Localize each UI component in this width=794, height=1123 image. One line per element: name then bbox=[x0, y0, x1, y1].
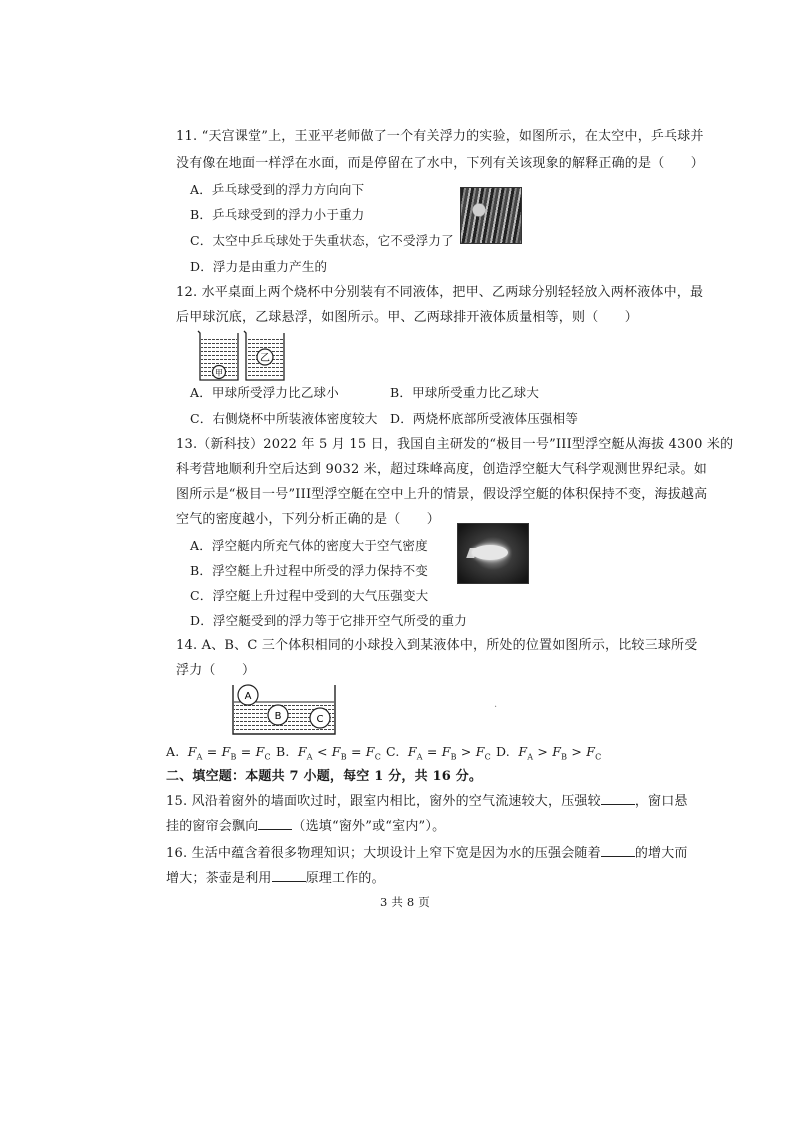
q13-line1: 13.（新科技）2022 年 5 月 15 日，我国自主研发的“极目一号”III型浮空艇从海拔 4300 米的 bbox=[176, 437, 734, 452]
q14-option-b: B. $F_A < F_B = F_C$ bbox=[276, 744, 382, 762]
q11-line2: 没有像在地面一样浮在水面，而是停留在了水中，下列有关该现象的解释正确的是（ ） bbox=[176, 156, 705, 171]
q13-line3: 图所示是“极目一号”III型浮空艇在空中上升的情景，假设浮空艇的体积保持不变，海拔越高 bbox=[176, 487, 708, 502]
q13-option-a: A．浮空艇内所充气体的密度大于空气密度 bbox=[190, 538, 428, 553]
q13-option-c: C．浮空艇上升过程中受到的大气压强变大 bbox=[190, 588, 429, 603]
q14-option-d: D. $F_A > F_B > F_C$ bbox=[496, 744, 602, 762]
ball-b-label: B bbox=[274, 711, 282, 722]
q14-option-c: C. $F_A = F_B > F_C$ bbox=[386, 744, 491, 762]
q12-option-a: A．甲球所受浮力比乙球小 bbox=[190, 385, 339, 400]
ball-yi-label: 乙 bbox=[260, 353, 270, 364]
q16-line1: 16. 生活中蕴含着很多物理知识；大坝设计上窄下宽是因为水的压强会随着 的增大而 bbox=[166, 846, 688, 861]
airship-body bbox=[472, 545, 508, 560]
ball-jia-label: 甲 bbox=[215, 368, 223, 378]
q11-line1: 11. “天宫课堂”上，王亚平老师做了一个有关浮力的实验，如图所示，在太空中，乒乓球并 bbox=[176, 129, 704, 144]
q11-option-a: A．乒乓球受到的浮力方向向下 bbox=[190, 182, 365, 197]
q15-blank-2[interactable] bbox=[258, 817, 292, 830]
q12-option-b: B．甲球所受重力比乙球大 bbox=[390, 385, 540, 400]
q12-line1: 12. 水平桌面上两个烧杯中分别装有不同液体，把甲、乙两球分别轻轻放入两杯液体中，最 bbox=[176, 285, 704, 300]
q11-option-b: B．乒乓球受到的浮力小于重力 bbox=[190, 207, 365, 222]
q15-line2: 挂的窗帘会飘向 （选填“窗外”或“室内”）。 bbox=[166, 819, 446, 834]
q12-option-c: C．右侧烧杯中所装液体密度较大 bbox=[190, 411, 378, 426]
q16-blank-2[interactable] bbox=[272, 869, 306, 882]
q14-container-figure bbox=[228, 680, 340, 736]
q15-line1: 15. 风沿着窗外的墙面吹过时，跟室内相比，窗外的空气流速较大，压强较 ，窗口悬 bbox=[166, 794, 688, 809]
q11-ping-pong-photo bbox=[460, 187, 522, 244]
q13-option-d: D．浮空艇受到的浮力等于它排开空气所受的重力 bbox=[190, 613, 467, 628]
q16-blank-1[interactable] bbox=[601, 844, 635, 857]
q15-blank-1[interactable] bbox=[601, 792, 635, 805]
q13-option-b: B．浮空艇上升过程中所受的浮力保持不变 bbox=[190, 563, 428, 578]
section-fill-in-heading: 二、填空题：本题共 7 小题，每空 1 分，共 16 分。 bbox=[166, 769, 483, 784]
q13-line4: 空气的密度越小，下列分析正确的是（ ） bbox=[176, 512, 441, 527]
ball-c-label: C bbox=[316, 714, 324, 725]
q14-line2: 浮力（ ） bbox=[176, 663, 256, 678]
q13-line2: 科考营地顺利升空后达到 9032 米，超过珠峰高度，创造浮空艇大气科学观测世界纪录。如 bbox=[176, 462, 707, 477]
q16-line2: 增大；茶壶是利用 原理工作的。 bbox=[166, 871, 385, 886]
q12-beakers-figure bbox=[196, 326, 288, 382]
ball-a-label: A bbox=[244, 691, 252, 702]
q14-option-a: A. $F_A = F_B = F_C$ bbox=[166, 744, 271, 762]
scan-speck: · bbox=[494, 702, 498, 713]
q12-line2: 后甲球沉底，乙球悬浮，如图所示。甲、乙两球排开液体质量相等，则（ ） bbox=[176, 310, 639, 325]
q11-option-d: D．浮力是由重力产生的 bbox=[190, 259, 328, 274]
q12-option-d: D．两烧杯底部所受液体压强相等 bbox=[390, 411, 579, 426]
q13-airship-photo bbox=[457, 523, 529, 584]
q14-line1: 14. A、B、C 三个体积相同的小球投入到某液体中，所处的位置如图所示，比较三球所受 bbox=[176, 638, 698, 653]
q11-option-c: C．太空中乒乓球处于失重状态，它不受浮力了 bbox=[190, 233, 454, 248]
page-number: 3 共 8 页 bbox=[380, 895, 430, 909]
